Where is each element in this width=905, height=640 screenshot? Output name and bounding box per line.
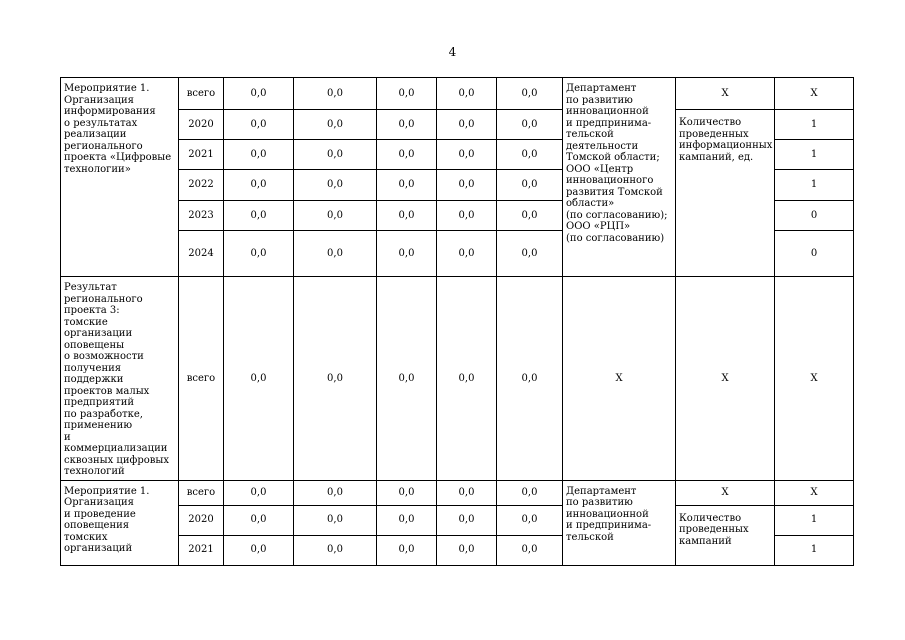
target-value-cell: X — [775, 78, 854, 110]
target-value-cell: 1 — [775, 170, 854, 201]
value-cell: 0,0 — [224, 140, 294, 170]
value-cell: 0,0 — [497, 201, 563, 231]
value-cell: 0,0 — [224, 277, 294, 481]
target-value-cell: 0 — [775, 231, 854, 277]
responsible-executor: Департамент по развитию инновационной и предпринима- тельской — [563, 480, 676, 565]
value-cell: 0,0 — [224, 505, 294, 535]
value-cell: 0,0 — [497, 231, 563, 277]
indicator-cell: X — [676, 78, 775, 110]
value-cell: 0,0 — [294, 110, 377, 140]
year-cell: всего — [179, 277, 224, 481]
target-value-cell: 1 — [775, 535, 854, 565]
activity-description: Мероприятие 1. Организация информирования о результатах реализации регионального проекта «Цифровые технологии» — [61, 78, 179, 277]
value-cell: 0,0 — [377, 140, 437, 170]
value-cell: 0,0 — [497, 505, 563, 535]
value-cell: 0,0 — [224, 78, 294, 110]
value-cell: 0,0 — [497, 277, 563, 481]
target-value-cell: X — [775, 480, 854, 505]
value-cell: 0,0 — [224, 535, 294, 565]
value-cell: 0,0 — [437, 231, 497, 277]
year-cell: 2020 — [179, 505, 224, 535]
year-cell: 2023 — [179, 201, 224, 231]
target-value-cell: 1 — [775, 505, 854, 535]
year-cell: всего — [179, 480, 224, 505]
value-cell: 0,0 — [437, 201, 497, 231]
value-cell: 0,0 — [294, 535, 377, 565]
target-value-cell: 0 — [775, 201, 854, 231]
value-cell: 0,0 — [294, 231, 377, 277]
year-cell: 2024 — [179, 231, 224, 277]
value-cell: 0,0 — [377, 170, 437, 201]
value-cell: 0,0 — [294, 277, 377, 481]
year-cell: 2021 — [179, 535, 224, 565]
value-cell: 0,0 — [437, 78, 497, 110]
value-cell: 0,0 — [377, 277, 437, 481]
value-cell: 0,0 — [377, 505, 437, 535]
value-cell: 0,0 — [497, 78, 563, 110]
result-description: Результат регионального проекта 3: томские организации оповещены о возможности получения поддержки проектов малых предприятий по разработке, применению и коммерциализации сквозных цифровых технологий — [61, 277, 179, 481]
value-cell: 0,0 — [437, 170, 497, 201]
value-cell: 0,0 — [224, 110, 294, 140]
value-cell: 0,0 — [497, 170, 563, 201]
table-row — [61, 78, 854, 110]
value-cell: 0,0 — [437, 140, 497, 170]
value-cell: 0,0 — [497, 140, 563, 170]
value-cell: 0,0 — [224, 480, 294, 505]
table-row — [61, 505, 854, 535]
budget-table — [60, 77, 854, 566]
value-cell: 0,0 — [377, 480, 437, 505]
value-cell: 0,0 — [377, 110, 437, 140]
year-cell: 2020 — [179, 110, 224, 140]
value-cell: 0,0 — [437, 505, 497, 535]
table-row — [61, 110, 854, 140]
value-cell: 0,0 — [497, 110, 563, 140]
year-cell: 2022 — [179, 170, 224, 201]
indicator-description: Количество проведенных кампаний — [676, 505, 775, 565]
value-cell: 0,0 — [497, 480, 563, 505]
target-value-cell: X — [775, 277, 854, 481]
value-cell: 0,0 — [377, 535, 437, 565]
value-cell: 0,0 — [294, 78, 377, 110]
table-row — [61, 277, 854, 481]
value-cell: 0,0 — [437, 277, 497, 481]
responsible-cell: X — [563, 277, 676, 481]
page-number: 4 — [448, 45, 457, 59]
responsible-executor: Департамент по развитию инновационной и предпринима- тельской деятельности Томской области; ООО «Центр инновационного развития Томской области» (по согласованию); ООО «РЦП» (по согласованию) — [563, 78, 676, 277]
value-cell: 0,0 — [294, 201, 377, 231]
value-cell: 0,0 — [377, 78, 437, 110]
value-cell: 0,0 — [294, 170, 377, 201]
value-cell: 0,0 — [497, 535, 563, 565]
table-row — [61, 480, 854, 505]
value-cell: 0,0 — [437, 535, 497, 565]
value-cell: 0,0 — [377, 231, 437, 277]
value-cell: 0,0 — [437, 110, 497, 140]
indicator-cell: X — [676, 480, 775, 505]
indicator-cell: X — [676, 277, 775, 481]
value-cell: 0,0 — [224, 170, 294, 201]
year-cell: всего — [179, 78, 224, 110]
value-cell: 0,0 — [437, 480, 497, 505]
activity-description: Мероприятие 1. Организация и проведение оповещения томских организаций — [61, 480, 179, 565]
value-cell: 0,0 — [224, 231, 294, 277]
value-cell: 0,0 — [377, 201, 437, 231]
value-cell: 0,0 — [294, 505, 377, 535]
value-cell: 0,0 — [224, 201, 294, 231]
target-value-cell: 1 — [775, 140, 854, 170]
value-cell: 0,0 — [294, 140, 377, 170]
indicator-description: Количество проведенных информационных кампаний, ед. — [676, 110, 775, 277]
target-value-cell: 1 — [775, 110, 854, 140]
year-cell: 2021 — [179, 140, 224, 170]
value-cell: 0,0 — [294, 480, 377, 505]
